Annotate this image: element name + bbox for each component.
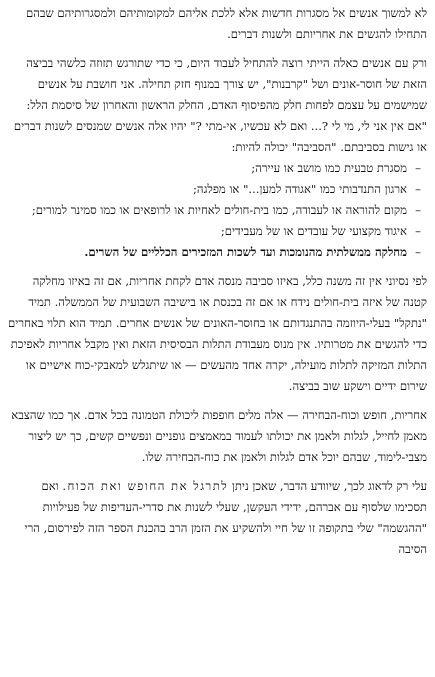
list-item: – איגוד מקצועי של עובדים או של מעבידים; — [220, 224, 421, 238]
list-item: – ארגון התנדבותי כמו "אגודה למען..." או מפלגה; — [193, 182, 421, 196]
paragraph-5-lead: עלי רק לדאוג לכך, שיוודע הדבר, שאכן ניתן — [228, 479, 427, 493]
paragraph-5-rest: ואם תסכימו שלסוף עם אברהם, ידידי העקשן, שעלי לשנות את סדרי-העדיפות של פעילויות "ההגשמה" שלי בתקופה זו של חיי ולהשקיע את הזמן הרב בהכנת הספר הזה לפירסום, הרי הסיבה — [24, 479, 427, 556]
paragraph-4: אחריות, חופש וכוח-הבחירה — אלה מלים חופפות ליכולת הטמונה בכל אדם. אך כמו שהצבא מאמן לחייל, לגלות ולאמן את יכולתו לעמוד במאמצים גופניים ונפשיים קשים, כך יש ליצור מצבי-לימוד, שבהם יוכל אדם לגלות ולאמן את כוח-הבחירה שלו. — [11, 408, 427, 464]
list-item: – מסגרת טבעית כמו מושב או עיירה; — [251, 161, 421, 175]
environment-list — [6, 158, 427, 263]
list-item: – מחלקה ממשלתית מהנומכות ועד לשכות המזכירים הכלליים של השרים. — [84, 245, 421, 259]
paragraph-5 — [6, 476, 427, 560]
paragraph-3: לפי נסיוני אין זה משנה כלל, באיזו סביבה מנסה אדם לקחת אחריות, אם זה באיזו מחלקה קטנה של איזה בית-חולים נידח או אם זה בכנסת או בישיבה השבועית של הממשלה. תמיד "נתקל" בעלי-היוזמה בהתנגדותם או בחוסר-האונים של אנשים אחרים. תמיד הוא תלוי באחרים כדי להגשים את מטרותיו. אין מנוס מעבודת התלות הבסיסית הזאת ואין מקבל אחריות לאפיכת התלות המזיקה לתלות מועילה, יקרה אחד מהעשים — או שיתגלש למאבקי-כוח אישיים או שירום ידיים וישקע שוב בביצה. — [8, 274, 427, 393]
paragraph-1: לא למשוך אנשים אל מסגרות חדשות אלא ללכת אליהם למקומותיהם ולמסגרותיהם שבהם התחילו להגשים את אחריותם ולשנות דברים. — [25, 6, 427, 41]
paragraph-2: ורק עם אנשים כאלה הייתי רוצה להתחיל לעבוד היום, כי כדי שתורגש תזוזה כלשהי בביצה הזאת של חוסר-אונים ושל "קרבנות", יש צורך במנוף חזק תחילה. אני חושבת על אנשים שמישמים על עצמם לפחות חלק מהפיסוף האדם, החלק הראשון והאחרון של סיסמת הלל: "אם אין אני לי, מי לי ?... ואם לא עכשיו, אי-מתי ?" יהיו אלה אנשים שמנסים לשנות דברים או גישות בסביבתם. "הסביבה" יכולה להיות: — [13, 56, 427, 154]
list-item: – מקום להוראה או לעבודה, כמו בית-חולים לאחיות או לרופאים או כמו סמינר למורים; — [31, 203, 421, 217]
paragraph-5-spaced: לתרגל את החופש ואת הכוח. — [62, 479, 229, 493]
